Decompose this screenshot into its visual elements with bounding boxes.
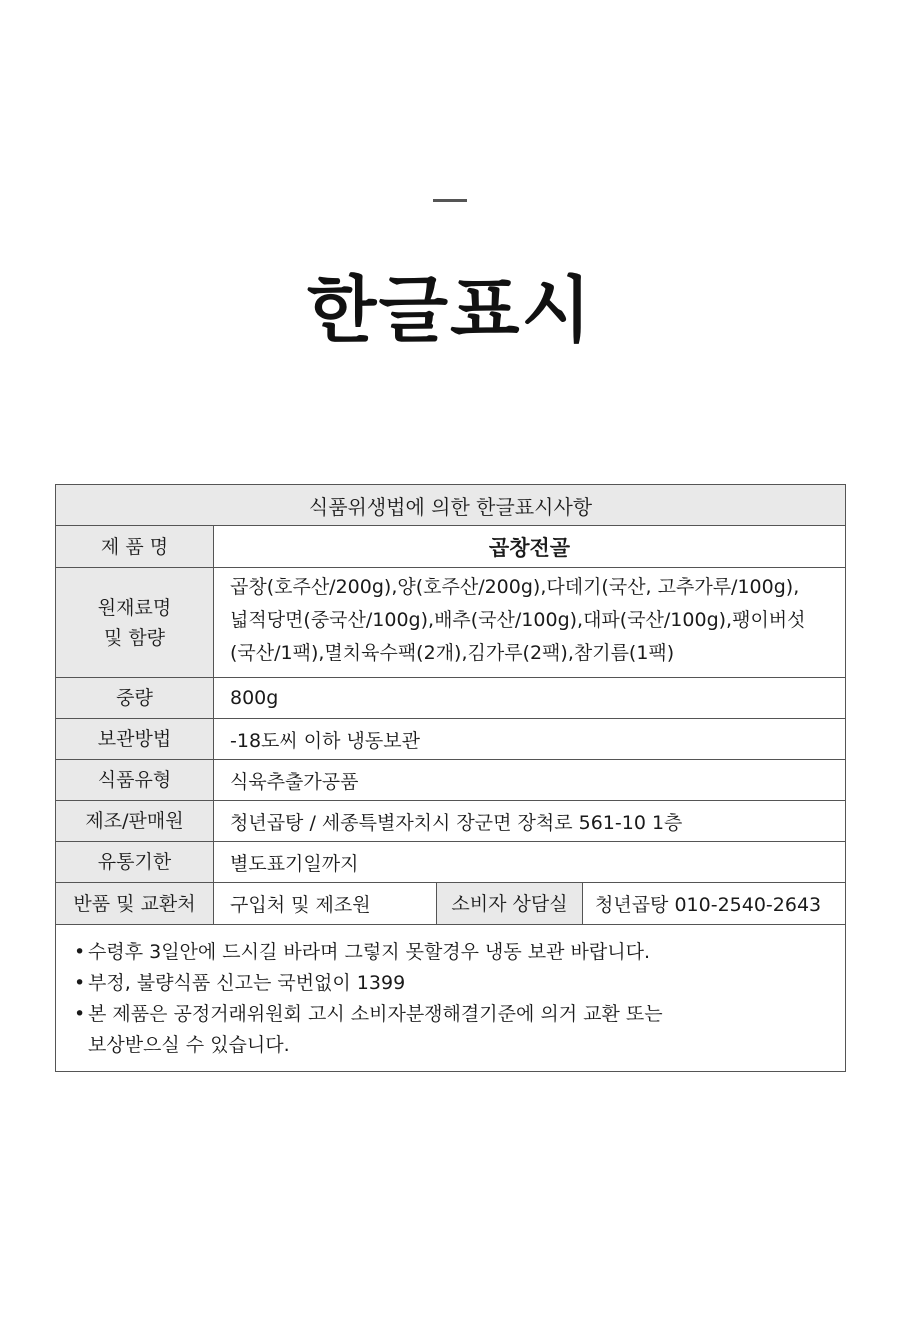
note-item-continuation: 보상받으실 수 있습니다. — [88, 1034, 290, 1056]
table-row — [56, 760, 846, 801]
notes-row — [56, 925, 846, 1072]
notes-cell — [56, 925, 846, 1072]
table-row — [56, 842, 846, 883]
ingredients-line: (국산/1팩),멸치육수팩(2개),김가루(2팩),참기름(1팩) — [230, 642, 675, 664]
ingredients-header-line: 원재료명 — [97, 596, 172, 619]
returns-header: 반품 및 교환처 — [56, 883, 214, 925]
manufacturer-header: 제조/판매원 — [56, 801, 214, 842]
storage-value: -18도씨 이하 냉동보관 — [214, 719, 846, 760]
expiry-header: 유통기한 — [56, 842, 214, 883]
table-row — [56, 883, 846, 925]
table-row — [56, 801, 846, 842]
manufacturer-value: 청년곱탕 / 세종특별자치시 장군면 장척로 561-10 1층 — [214, 801, 846, 842]
table-row — [56, 526, 846, 568]
page-title: 한글표시 — [306, 268, 594, 352]
label-title: 식품위생법에 의한 한글표시사항 — [56, 485, 846, 526]
ingredients-line: 곱창(호주산/200g),양(호주산/200g),다데기(국산, 고추가루/100g), — [230, 576, 800, 598]
korean-label-table — [55, 484, 846, 1072]
note-item: • 본 제품은 공정거래위원회 고시 소비자분쟁해결기준에 의거 교환 또는 — [74, 999, 827, 1030]
title-dash-decoration — [433, 199, 467, 202]
storage-header: 보관방법 — [56, 719, 214, 760]
ingredients-header-line: 및 함량 — [103, 626, 166, 649]
food-type-header: 식품유형 — [56, 760, 214, 801]
product-name-header: 제 품 명 — [56, 526, 214, 568]
expiry-value: 별도표기일까지 — [214, 842, 846, 883]
food-type-value: 식육추출가공품 — [214, 760, 846, 801]
table-row — [56, 678, 846, 719]
table-row — [56, 719, 846, 760]
note-item: • 수령후 3일안에 드시길 바라며 그렇지 못할경우 냉동 보관 바랍니다. — [74, 937, 827, 968]
consult-header: 소비자 상담실 — [437, 883, 583, 925]
note-item: • 부정, 불량식품 신고는 국번없이 1399 — [74, 968, 827, 999]
consult-value: 청년곱탕 010-2540-2643 — [583, 883, 846, 925]
table-row — [56, 568, 846, 678]
label-title-row — [56, 485, 846, 526]
ingredients-header — [56, 568, 214, 678]
weight-value: 800g — [214, 678, 846, 719]
ingredients-line: 넓적당면(중국산/100g),배추(국산/100g),대파(국산/100g),팽이버섯 — [230, 609, 806, 631]
returns-value: 구입처 및 제조원 — [214, 883, 437, 925]
ingredients-value — [214, 568, 846, 678]
product-name-value: 곱창전골 — [214, 526, 846, 568]
weight-header: 중량 — [56, 678, 214, 719]
